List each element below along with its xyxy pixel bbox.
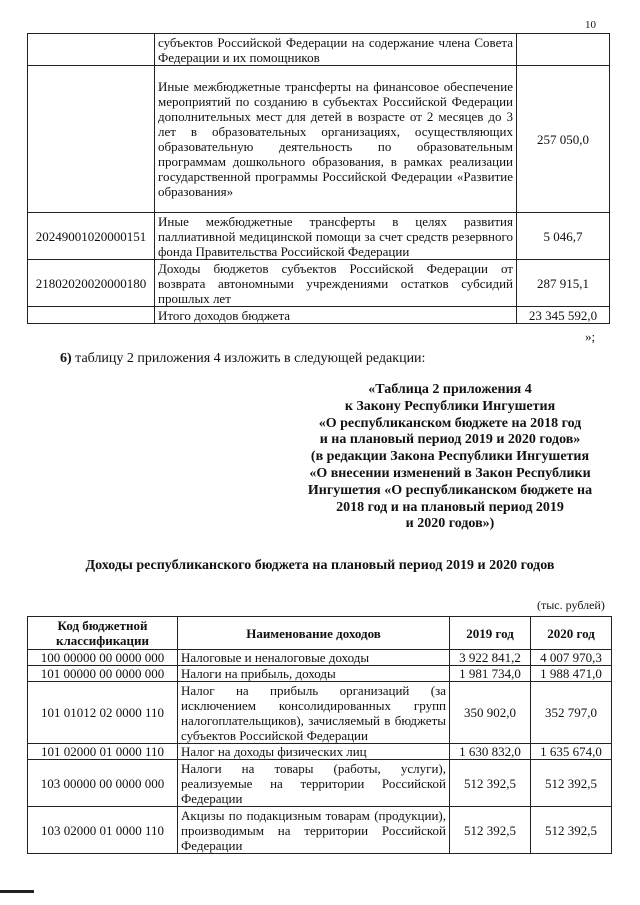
amount-2019-cell: 3 922 841,2 bbox=[450, 650, 531, 666]
income-name-cell: Налоги на товары (работы, услуги), реализуемые на территории Российской Федерации bbox=[178, 760, 450, 807]
instruction-text: таблицу 2 приложения 4 изложить в следующей редакции: bbox=[71, 351, 426, 366]
amount-2020-cell: 1 988 471,0 bbox=[531, 666, 612, 682]
budget-code-cell: 101 00000 00 0000 000 bbox=[28, 666, 178, 682]
amount-2019-cell: 1 630 832,0 bbox=[450, 744, 531, 760]
income-name-cell: Акцизы по подакцизным товарам (продукции), производимым на территории Российской Федерации bbox=[178, 807, 450, 854]
budget-code-cell: 100 00000 00 0000 000 bbox=[28, 650, 178, 666]
income-table bbox=[27, 616, 612, 854]
income-total-label: Итого доходов бюджета bbox=[155, 307, 517, 324]
amount-2019-cell: 1 981 734,0 bbox=[450, 666, 531, 682]
amount-cell: 287 915,1 bbox=[517, 260, 610, 307]
instruction-number: 6) bbox=[60, 351, 72, 366]
heading-line: и на плановый период 2019 и 2020 годов» bbox=[319, 432, 581, 448]
heading-line: 2018 год и на плановый период 2019 bbox=[336, 499, 564, 515]
heading-line: Ингушетия «О республиканском бюджете на bbox=[307, 482, 593, 498]
table-row bbox=[28, 307, 610, 324]
header-name: Наименование доходов bbox=[178, 617, 450, 650]
amount-2020-cell: 512 392,5 bbox=[531, 807, 612, 854]
income-total-amount: 23 345 592,0 bbox=[517, 307, 610, 324]
income-name-cell: Налоговые и неналоговые доходы bbox=[178, 650, 450, 666]
heading-line: «О внесении изменений в Закон Республики bbox=[309, 465, 591, 481]
table-row bbox=[28, 213, 610, 260]
amount-2019-cell: 512 392,5 bbox=[450, 807, 531, 854]
amount-2019-cell: 350 902,0 bbox=[450, 682, 531, 744]
budget-code-cell bbox=[28, 34, 155, 66]
table-heading bbox=[280, 382, 620, 533]
income-name-cell: Доходы бюджетов субъектов Российской Федерации от возврата автономными учреждениями остатков субсидий прошлых лет bbox=[155, 260, 517, 307]
income-name-cell: Налог на доходы физических лиц bbox=[178, 744, 450, 760]
document-title: Доходы республиканского бюджета на плановый период 2019 и 2020 годов bbox=[85, 558, 555, 573]
header-code: Код бюджетной классификации bbox=[28, 617, 178, 650]
table-row bbox=[28, 807, 612, 854]
heading-line: к Закону Республики Ингушетия bbox=[344, 398, 556, 414]
table-row bbox=[28, 744, 612, 760]
units-label: (тыс. рублей) bbox=[537, 598, 605, 612]
budget-code-cell: 103 02000 01 0000 110 bbox=[28, 807, 178, 854]
income-name-cell: Иные межбюджетные трансферты на финансовое обеспечение мероприятий по созданию в субъектах Российской Федерации дополнительных мест для детей в возрасте от 2 месяцев до 3 лет в образовательных организациях, осуществляющих образовательную деятельность по образовательным программам дошкольного образования, в рамках реализации государственной программы Российской Федерации «Развитие образования» bbox=[155, 66, 517, 213]
income-name-cell: субъектов Российской Федерации на содержание члена Совета Федерации и их помощников bbox=[155, 34, 517, 66]
amount-2020-cell: 512 392,5 bbox=[531, 760, 612, 807]
amount-2019-cell: 512 392,5 bbox=[450, 760, 531, 807]
amount-2020-cell: 4 007 970,3 bbox=[531, 650, 612, 666]
heading-line: «О республиканском бюджете на 2018 год bbox=[318, 415, 582, 431]
heading-line: «Таблица 2 приложения 4 bbox=[368, 382, 532, 397]
heading-line: и 2020 годов») bbox=[405, 516, 495, 532]
table-header-row bbox=[28, 617, 612, 650]
continued-income-table bbox=[27, 33, 610, 324]
income-name-cell: Налоги на прибыль, доходы bbox=[178, 666, 450, 682]
table-row bbox=[28, 760, 612, 807]
table-row bbox=[28, 66, 610, 213]
budget-code-cell: 101 01012 02 0000 110 bbox=[28, 682, 178, 744]
budget-code-cell: 103 00000 00 0000 000 bbox=[28, 760, 178, 807]
income-name-cell: Налог на прибыль организаций (за исключением консолидированных групп налогоплательщиков), зачисляемый в бюджеты субъектов Российской Федерации bbox=[178, 682, 450, 744]
amount-2020-cell: 1 635 674,0 bbox=[531, 744, 612, 760]
budget-code-cell bbox=[28, 66, 155, 213]
amendment-instruction bbox=[60, 351, 425, 367]
header-2020: 2020 год bbox=[531, 617, 612, 650]
amount-cell: 5 046,7 bbox=[517, 213, 610, 260]
budget-code-cell: 21802020020000180 bbox=[28, 260, 155, 307]
budget-code-cell bbox=[28, 307, 155, 324]
closing-quote-mark: »; bbox=[585, 329, 596, 344]
table-row bbox=[28, 260, 610, 307]
amount-cell bbox=[517, 34, 610, 66]
income-name-cell: Иные межбюджетные трансферты в целях развития паллиативной медицинской помощи за счет средств резервного фонда Правительства Российской Федерации bbox=[155, 213, 517, 260]
amount-2020-cell: 352 797,0 bbox=[531, 682, 612, 744]
table-row bbox=[28, 666, 612, 682]
table-row bbox=[28, 650, 612, 666]
page-number: 10 bbox=[585, 19, 596, 31]
header-2019: 2019 год bbox=[450, 617, 531, 650]
scan-edge-mark bbox=[0, 890, 34, 893]
budget-code-cell: 101 02000 01 0000 110 bbox=[28, 744, 178, 760]
heading-line: (в редакции Закона Республики Ингушетия bbox=[310, 449, 590, 465]
table-row bbox=[28, 34, 610, 66]
amount-cell: 257 050,0 bbox=[517, 66, 610, 213]
table-row bbox=[28, 682, 612, 744]
budget-code-cell: 20249001020000151 bbox=[28, 213, 155, 260]
